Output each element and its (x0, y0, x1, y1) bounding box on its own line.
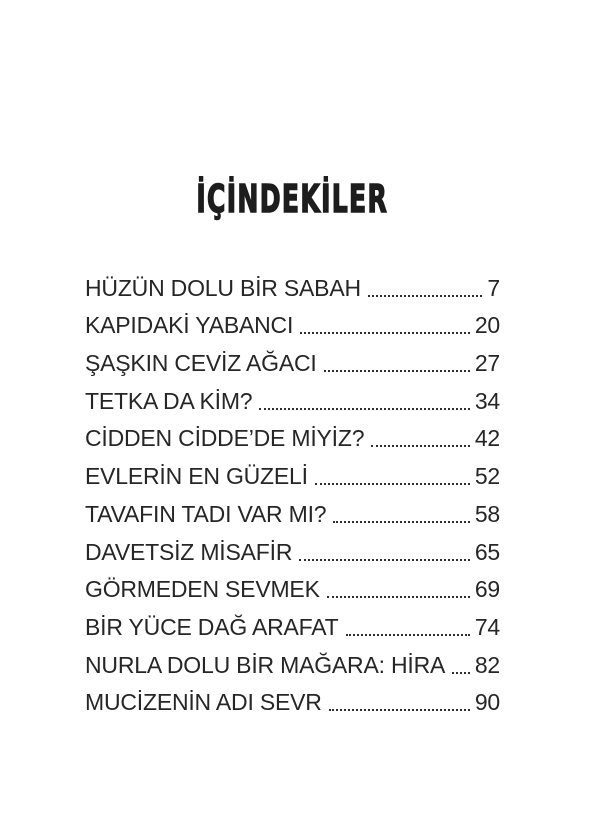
dot-leader (368, 295, 483, 297)
dot-leader (371, 445, 470, 447)
dot-leader (299, 559, 470, 561)
dot-leader (300, 332, 470, 334)
dot-leader (329, 709, 470, 711)
dot-leader (324, 370, 470, 372)
toc-entry-page-number: 34 (474, 387, 500, 414)
toc-entry-page-number: 82 (474, 651, 500, 678)
toc-entry-page-number: 7 (487, 274, 500, 301)
toc-entry-page-number: 90 (474, 689, 500, 716)
toc-entry-title: TAVAFIN TADI VAR MI? (85, 500, 327, 527)
toc-entry-page-number: 20 (474, 312, 500, 339)
toc-entry-title: HÜZÜN DOLU BİR SABAH (85, 274, 361, 301)
toc-entry-title: BİR YÜCE DAĞ ARAFAT (85, 613, 339, 640)
toc-entry-title: ŞAŞKIN CEVİZ AĞACI (85, 350, 317, 377)
dot-leader (327, 596, 470, 598)
toc-entry (85, 570, 500, 608)
dot-leader (452, 672, 470, 674)
toc-entry-page-number: 69 (474, 576, 500, 603)
toc-entry (85, 607, 500, 645)
toc-entry (85, 494, 500, 532)
page-content (85, 0, 500, 720)
dot-leader (333, 521, 469, 523)
toc-entry-title: EVLERİN EN GÜZELİ (85, 463, 308, 490)
toc-entry-page-number: 74 (474, 613, 500, 640)
toc-entry (85, 268, 500, 306)
toc-entry (85, 381, 500, 419)
page-title: İÇİNDEKİLER (196, 177, 389, 221)
table-of-contents (85, 268, 500, 720)
toc-entry-page-number: 42 (474, 425, 500, 452)
toc-entry (85, 306, 500, 344)
dot-leader (259, 408, 469, 410)
toc-entry-page-number: 27 (474, 350, 500, 377)
toc-entry (85, 532, 500, 570)
page-title-area (85, 176, 500, 222)
toc-entry-page-number: 52 (474, 463, 500, 490)
toc-entry-title: TETKA DA KİM? (85, 387, 253, 414)
toc-entry (85, 343, 500, 381)
toc-entry-title: GÖRMEDEN SEVMEK (85, 576, 320, 603)
toc-entry-page-number: 65 (474, 538, 500, 565)
toc-entry (85, 456, 500, 494)
toc-entry (85, 683, 500, 721)
toc-entry (85, 645, 500, 683)
toc-entry-title: DAVETSİZ MİSAFİR (85, 538, 293, 565)
toc-entry-title: MUCİZENİN ADI SEVR (85, 689, 322, 716)
toc-entry-title: KAPIDAKİ YABANCI (85, 312, 294, 339)
toc-entry-title: CİDDEN CİDDE’DE MİYİZ? (85, 425, 365, 452)
toc-entry-page-number: 58 (474, 500, 500, 527)
toc-entry-title: NURLA DOLU BİR MAĞARA: HİRA (85, 651, 446, 678)
dot-leader (346, 634, 470, 636)
dot-leader (315, 483, 470, 485)
toc-entry (85, 419, 500, 457)
